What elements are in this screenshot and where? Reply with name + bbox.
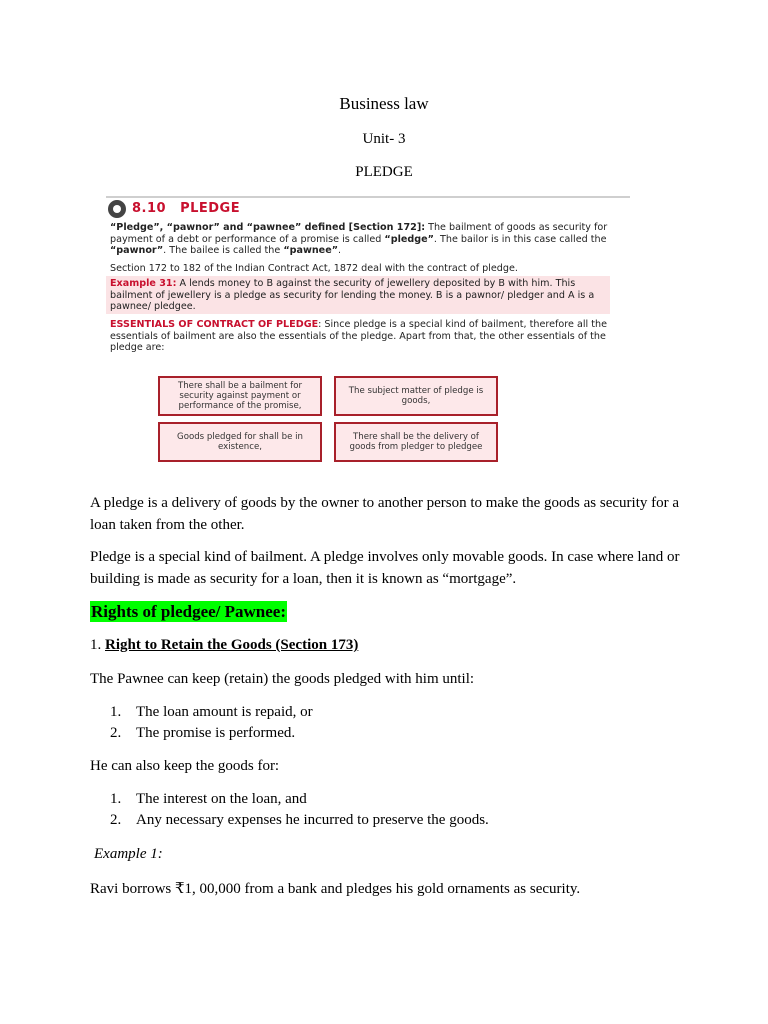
pledge-bailment-paragraph: Pledge is a special kind of bailment. A pledge involves only movable goods. In case where land or building is made as security for a loan, then it is known as “mortgage”.: [90, 549, 680, 587]
excerpt-example: Example 31: A lends money to B against the security of jewellery deposited by B with him. This bailment of jewellery is a pledge as security for lending the money. B is a pawnor/ pledger and A is a pawnee/ pledgee.: [110, 278, 595, 312]
excerpt-essentials: ESSENTIALS OF CONTRACT OF PLEDGE: Since pledge is a special kind of bailment, therefore all the essentials of bailment are also the essentials of the pledge. Apart from that, the other essentials of the pledge are:: [110, 319, 607, 353]
topic-heading: PLEDGE: [355, 164, 413, 180]
also-intro: He can also keep the goods for:: [90, 758, 280, 774]
list-item: 1. The interest on the loan, and: [110, 791, 307, 807]
list-item: 2. Any necessary expenses he incurred to preserve the goods.: [110, 812, 489, 828]
example-text: Ravi borrows ₹1, 00,000 from a bank and pledges his gold ornaments as security.: [90, 881, 581, 897]
essential-box-existence: Goods pledged for shall be in existence,: [158, 422, 322, 462]
essential-box-delivery: There shall be the delivery of goods from pledger to pledgee: [334, 422, 498, 462]
retain-list: [110, 704, 313, 746]
unit-label: Unit- 3: [362, 131, 406, 147]
excerpt-section-title: 8.10 PLEDGE: [132, 201, 241, 216]
essential-box-goods: The subject matter of pledge is goods,: [334, 376, 498, 416]
retain-intro: The Pawnee can keep (retain) the goods pledged with him until:: [90, 671, 475, 687]
excerpt-top-rule: [106, 196, 630, 198]
pledge-definition-paragraph: A pledge is a delivery of goods by the owner to another person to make the goods as security for a loan taken from the other.: [90, 495, 680, 533]
example-heading: Example 1:: [94, 846, 163, 862]
clock-icon: [108, 200, 126, 218]
right-retain-heading: 1. Right to Retain the Goods (Section 173): [90, 637, 359, 653]
textbook-excerpt-image: [106, 196, 630, 466]
document-title: Business law: [339, 94, 429, 113]
essential-box-bailment: There shall be a bailment for security against payment or performance of the promise,: [158, 376, 322, 416]
also-list: [110, 791, 489, 833]
rights-heading: Rights of pledgee/ Pawnee:: [91, 602, 287, 621]
excerpt-definition: “Pledge”, “pawnor” and “pawnee” defined [Section 172]: The bailment of goods as security for payment of a debt or performance of a promise is called “pledge”. The bailor is in this case called the “pawnor”. The bailee is called the “pawnee”.: [110, 222, 608, 256]
list-item: 1. The loan amount is repaid, or: [110, 704, 313, 720]
excerpt-sections-note: Section 172 to 182 of the Indian Contract Act, 1872 deal with the contract of pledge.: [110, 263, 518, 274]
list-item: 2. The promise is performed.: [110, 725, 296, 741]
